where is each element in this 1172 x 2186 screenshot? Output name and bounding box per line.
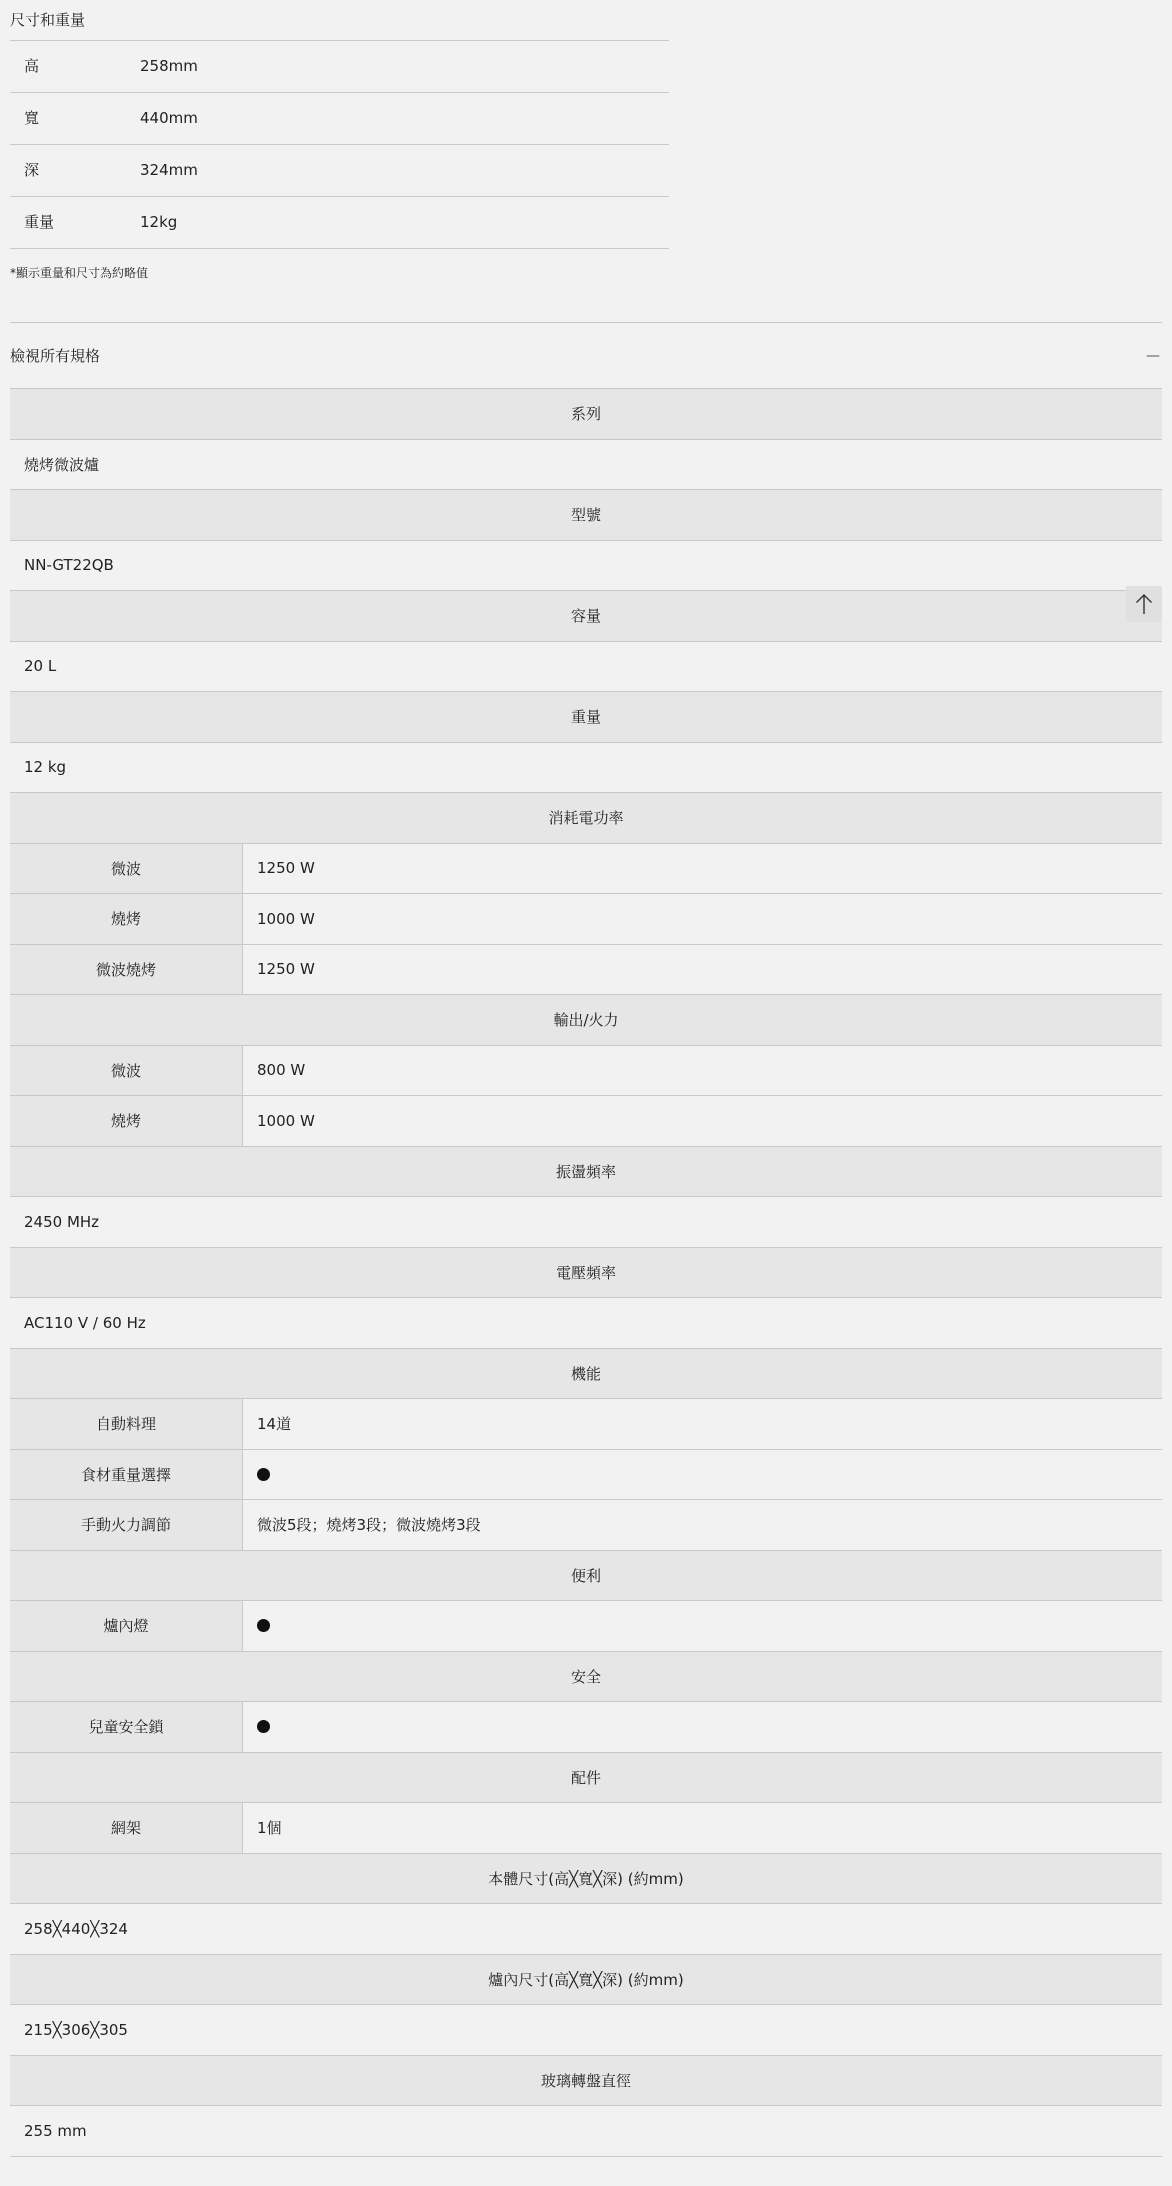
dimension-value: 324mm xyxy=(140,161,198,179)
spec-section-header: 輸出/火力 xyxy=(10,995,1162,1046)
dimension-value: 12kg xyxy=(140,213,178,231)
dimension-row xyxy=(10,41,669,93)
dimensions-note: *顯示重量和尺寸為約略值 xyxy=(10,266,149,280)
spec-section-header: 消耗電功率 xyxy=(10,793,1162,844)
spec-value: 12 kg xyxy=(10,743,1162,794)
spec-section-header: 爐內尺寸(高╳寬╳深) (約mm) xyxy=(10,1955,1162,2006)
spec-key: 燒烤 xyxy=(10,894,243,944)
filled-dot-icon xyxy=(257,1720,270,1733)
spec-key: 兒童安全鎖 xyxy=(10,1702,243,1752)
spec-section-header: 便利 xyxy=(10,1551,1162,1602)
spec-pair-value xyxy=(243,1702,1162,1752)
spec-page xyxy=(10,0,1162,2157)
spec-pair-value: 800 W xyxy=(257,1061,306,1080)
spec-pair-row xyxy=(10,1500,1162,1551)
spec-section-header: 機能 xyxy=(10,1349,1162,1400)
dimension-row xyxy=(10,145,669,197)
spec-pair-row xyxy=(10,1450,1162,1501)
spec-key: 爐內燈 xyxy=(10,1601,243,1651)
spec-section-header: 安全 xyxy=(10,1652,1162,1703)
spec-section-header: 配件 xyxy=(10,1753,1162,1804)
spec-pair-value: 1000 W xyxy=(257,909,315,928)
spec-pair-row xyxy=(10,894,1162,945)
spec-pair-value: 1250 W xyxy=(257,960,315,979)
spec-pair-row xyxy=(10,1046,1162,1097)
spec-key: 微波燒烤 xyxy=(10,945,243,995)
spec-section-header: 重量 xyxy=(10,692,1162,743)
filled-dot-icon xyxy=(257,1468,270,1481)
view-all-specs-toggle[interactable] xyxy=(10,323,1162,388)
spec-table xyxy=(10,388,1162,2157)
spec-value: 215╳306╳305 xyxy=(10,2005,1162,2056)
view-all-specs-label: 檢視所有規格 xyxy=(10,347,101,365)
dimension-row xyxy=(10,197,669,249)
dimension-value: 440mm xyxy=(140,109,198,127)
spec-section-header: 系列 xyxy=(10,389,1162,440)
spec-pair-row xyxy=(10,1803,1162,1854)
spec-pair-value: 14道 xyxy=(257,1415,292,1434)
spec-key: 微波 xyxy=(10,1046,243,1096)
spec-pair-row xyxy=(10,1601,1162,1652)
spec-value: NN-GT22QB xyxy=(10,541,1162,592)
spec-pair-value xyxy=(243,1601,1162,1651)
spec-section-header: 容量 xyxy=(10,591,1162,642)
dimension-value: 258mm xyxy=(140,57,198,75)
spec-key: 食材重量選擇 xyxy=(10,1450,243,1500)
spec-pair-row xyxy=(10,844,1162,895)
spec-section-header: 振盪頻率 xyxy=(10,1147,1162,1198)
spec-pair-row xyxy=(10,945,1162,996)
spec-value: 258╳440╳324 xyxy=(10,1904,1162,1955)
spec-section-header: 玻璃轉盤直徑 xyxy=(10,2056,1162,2107)
spec-value: AC110 V / 60 Hz xyxy=(10,1298,1162,1349)
spec-section-header: 本體尺寸(高╳寬╳深) (約mm) xyxy=(10,1854,1162,1905)
spec-pair-row xyxy=(10,1096,1162,1147)
spec-pair-row xyxy=(10,1702,1162,1753)
spec-section-header: 型號 xyxy=(10,490,1162,541)
dimension-label: 深 xyxy=(24,161,40,179)
spec-value: 255 mm xyxy=(10,2106,1162,2157)
spec-pair-value: 1個 xyxy=(257,1819,282,1838)
minus-icon: — xyxy=(1146,347,1160,364)
dimension-label: 寬 xyxy=(24,109,40,127)
dimensions-title: 尺寸和重量 xyxy=(10,11,86,29)
scroll-to-top-button[interactable] xyxy=(1126,586,1162,622)
spec-value: 20 L xyxy=(10,642,1162,693)
dimensions-table xyxy=(10,40,669,249)
dimension-row xyxy=(10,93,669,145)
spec-pair-row xyxy=(10,1399,1162,1450)
spec-value: 燒烤微波爐 xyxy=(10,440,1162,491)
spec-key: 網架 xyxy=(10,1803,243,1853)
spec-section-header: 電壓頻率 xyxy=(10,1248,1162,1299)
filled-dot-icon xyxy=(257,1619,270,1632)
spec-key: 自動料理 xyxy=(10,1399,243,1449)
spec-pair-value: 1000 W xyxy=(257,1111,315,1130)
dimension-label: 高 xyxy=(24,57,40,75)
dimension-label: 重量 xyxy=(24,213,55,231)
spec-value: 2450 MHz xyxy=(10,1197,1162,1248)
spec-pair-value: 微波5段；燒烤3段；微波燒烤3段 xyxy=(257,1516,481,1535)
spec-key: 燒烤 xyxy=(10,1096,243,1146)
spec-pair-value: 1250 W xyxy=(257,859,315,878)
spec-pair-value xyxy=(243,1450,1162,1500)
arrow-up-icon xyxy=(1135,593,1153,615)
spec-key: 微波 xyxy=(10,844,243,894)
spec-key: 手動火力調節 xyxy=(10,1500,243,1550)
